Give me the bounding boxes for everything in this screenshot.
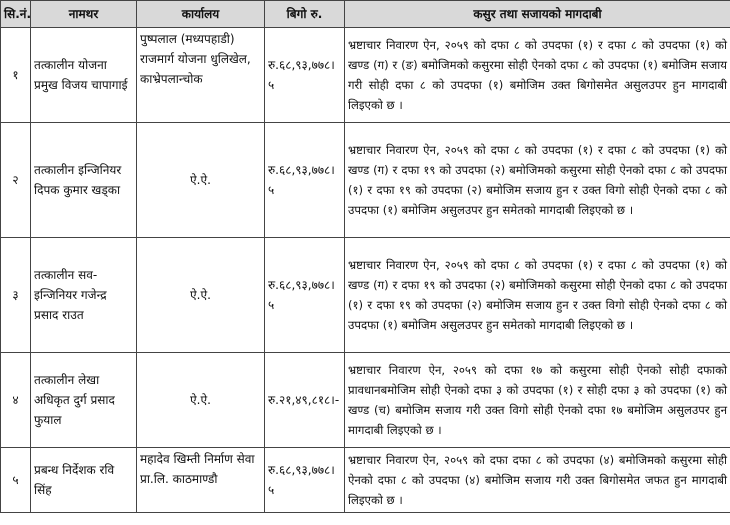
row-office: ऐ.ऐ. [137, 353, 265, 448]
table-row [1, 353, 730, 448]
row-charge: भ्रष्टाचार निवारण ऐन, २०५९ को दफा १७ को कसुरमा सोही ऐनको सोही दफाको प्रावधानबमोजिम सोही ऐनको दफा ३ को उपदफा (१) र सोही दफा ३ को उपदफा (१) को खण्ड (च) बमोजिम सजाय गरी उक्त विगो सोही ऐनको दफा १७ बमोजिम असुलउपर हुन मागदाबी लिइएको छ । [345, 353, 730, 448]
row-sn: ३ [1, 238, 31, 353]
row-name: तत्कालीन लेखा अधिकृत दुर्ग प्रसाद फुयाल [31, 353, 137, 448]
row-amount: रु.६८,९३,७७८। ५ [265, 448, 345, 513]
row-office: ऐ.ऐ. [137, 238, 265, 353]
row-name: तत्कालीन सव-इन्जिनियर गजेन्द्र प्रसाद राउत [31, 238, 137, 353]
row-name: तत्कालीन योजना प्रमुख विजय चापागाई [31, 28, 137, 123]
row-charge: भ्रष्टाचार निवारण ऐन, २०५९ को दफा दफा ८ को उपदफा (४) बमोजिमको कसुरमा सोही ऐनको दफा ८ को उपदफा (४) बमोजिम सजाय गरी उक्त बिगोसमेत जफत हुन मागदाबी लिइएको छ । [345, 448, 730, 513]
row-office: पुष्पलाल (मध्यपहाडी) राजमार्ग योजना धुलिखेल, काभ्रेपलान्चोक [137, 28, 265, 123]
table-row [1, 448, 730, 513]
row-sn: २ [1, 123, 31, 238]
header-charge: कसुर तथा सजायको मागदाबी [345, 1, 730, 28]
row-office: ऐ.ऐ. [137, 123, 265, 238]
row-amount: रु.६८,९३,७७८। ५ [265, 238, 345, 353]
header-sn: सि.नं. [1, 1, 31, 28]
header-name: नामथर [31, 1, 137, 28]
table-row [1, 123, 730, 238]
row-amount: रु.६८,९३,७७८। ५ [265, 123, 345, 238]
table-header-row [1, 1, 730, 28]
row-office: महादेव खिम्ती निर्माण सेवा प्रा.लि. काठमाण्डौ [137, 448, 265, 513]
table-row [1, 238, 730, 353]
row-sn: १ [1, 28, 31, 123]
header-amount: बिगो रु. [265, 1, 345, 28]
row-name: प्रबन्ध निर्देशक रवि सिंह [31, 448, 137, 513]
row-amount: रु.२१,४९,८१८।- [265, 353, 345, 448]
row-amount: रु.६८,९३,७७८। ५ [265, 28, 345, 123]
header-office: कार्यालय [137, 1, 265, 28]
row-charge: भ्रष्टाचार निवारण ऐन, २०५९ को दफा ८ को उपदफा (१) र दफा ८ को उपदफा (१) को खण्ड (ग) र दफा १९ को उपदफा (२) बमोजिमको कसुरमा सोही ऐनको दफा ८ को उपदफा (१) र दफा १९ को उपदफा (२) बमोजिम सजाय हुन र उक्त विगो सोही ऐनको दफा ८ को उपदफा (१) बमोजिम असुलउपर हुन समेतको मागदाबी लिइएको छ । [345, 238, 730, 353]
row-charge: भ्रष्टाचार निवारण ऐन, २०५९ को दफा ८ को उपदफा (१) र दफा ८ को उपदफा (१) को खण्ड (ग) र दफा १९ को उपदफा (२) बमोजिमको कसुरमा सोही ऐनको दफा ८ को उपदफा (१) र दफा १९ को उपदफा (२) बमोजिम सजाय हुन र उक्त विगो सोही ऐनको दफा ८ को उपदफा (१) बमोजिम असुलउपर हुन समेतको मागदाबी लिइएको छ । [345, 123, 730, 238]
row-sn: ५ [1, 448, 31, 513]
row-sn: ४ [1, 353, 31, 448]
row-name: तत्कालीन इन्जिनियर दिपक कुमार खड्का [31, 123, 137, 238]
table-row [1, 28, 730, 123]
row-charge: भ्रष्टाचार निवारण ऐन, २०५९ को दफा ८ को उपदफा (१) र दफा ८ को उपदफा (१) को खण्ड (ग) र (ङ) बमोजिमको कसुरमा सोही ऐनको दफा ८ को उपदफा (१) बमोजिम सजाय गरी सोही दफा ८ को उपदफा (१) बमोजिम उक्त बिगोसमेत असुलउपर हुन मागदाबी लिइएको छ । [345, 28, 730, 123]
